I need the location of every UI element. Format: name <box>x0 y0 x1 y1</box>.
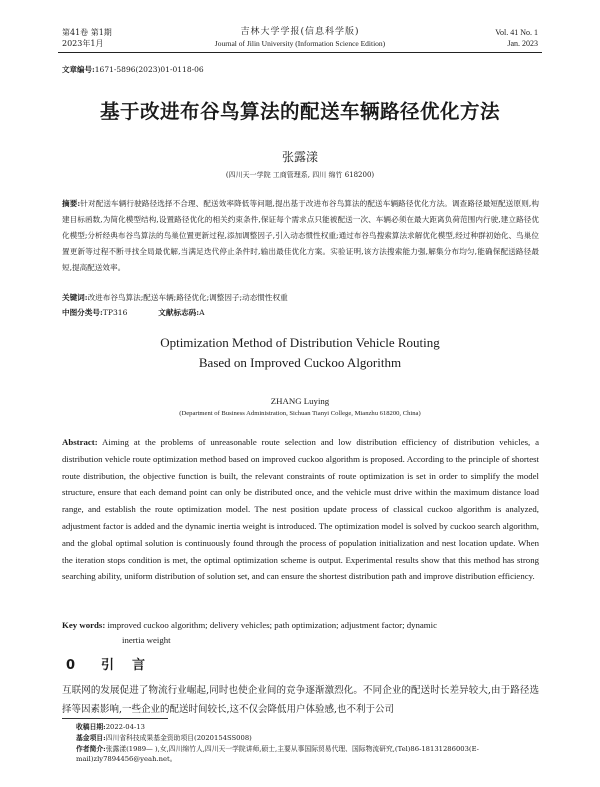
classification <box>62 307 205 318</box>
author-cn: 张露漾 <box>281 150 318 164</box>
article-number <box>62 64 204 75</box>
footnote-received <box>76 722 544 733</box>
affiliation-en: (Department of Business Administration, Sichuan Tianyi College, Mianzhu 618200, China) <box>179 410 421 417</box>
issue-date: 2023年1月 <box>62 39 104 48</box>
title-cn: 基于改进布谷鸟算法的配送车辆路径优化方法 <box>99 100 500 123</box>
volume-issue: 第41卷 第1期 <box>62 28 112 37</box>
keywords-cn-text: 改进布谷鸟算法;配送车辆;路径优化;调整因子;动态惯性权重 <box>87 293 288 302</box>
fund-text: 四川省科技成果基金资助项目(2020154SS008) <box>105 733 252 742</box>
affiliation-cn: (四川天一学院 工商管理系, 四川 绵竹 618200) <box>225 171 375 179</box>
doc-code-label: 文献标志码: <box>158 308 200 317</box>
footnote <box>76 722 544 765</box>
received-date: 2022-04-13 <box>105 723 145 731</box>
fund-label: 基金项目: <box>76 733 106 742</box>
section-title: 引言 <box>101 658 164 673</box>
keywords-en-line2: inertia weight <box>122 635 171 645</box>
section-number: 0 <box>66 658 76 673</box>
abstract-cn-label: 摘要: <box>62 199 81 208</box>
received-label: 收稿日期: <box>76 723 106 731</box>
volume-en: Vol. 41 No. 1 <box>495 28 538 37</box>
abstract-en-text: Aiming at the problems of unreasonable route selection and low distribution efficiency of distribution vehicles, a distribution vehicle route optimization method based on improved cuckoo algorithm is proposed. According to the principle of shortest route distribution, the objective function is built, the relevant constraints of route optimization is set in order to simplify the model structure, ensure that each demand point can only be distributed once, and the vehicle must drive within the maximum distance load range, and establish the route optimization model. The nest position update process of classical cuckoo algorithm is analyzed, adjustment factor is added and the dynamic inertia weight is introduced. The optimization model is solved by cuckoo search algorithm, and the global optimal solution is continuously found through the process of population initialization and nest location update. When the iteration stops condition is met, the optimal optimization scheme is output. Experimental results show that this method has strong searching ability, uniform distribution of solution set, and can ensure the shortest distribution path and improve distribution efficiency. <box>62 437 539 582</box>
date-en: Jan. 2023 <box>507 39 538 48</box>
bio-label: 作者简介: <box>76 744 106 753</box>
title-en-line1: Optimization Method of Distribution Vehicle Routing <box>160 335 440 350</box>
doc-code-value: A <box>199 308 205 317</box>
journal-name-en: Journal of Jilin University (Information Science Edition) <box>214 39 386 48</box>
keywords-en <box>62 618 539 648</box>
title-en-line2: Based on Improved Cuckoo Algorithm <box>198 355 402 370</box>
keywords-cn <box>62 292 288 303</box>
author-en: ZHANG Luying <box>270 396 330 406</box>
title-en <box>0 333 600 373</box>
keywords-cn-label: 关键词: <box>62 293 88 302</box>
abstract-en <box>62 434 539 585</box>
article-number-label: 文章编号: <box>62 65 95 74</box>
abstract-cn <box>62 196 539 276</box>
keywords-en-line1: improved cuckoo algorithm; delivery vehicles; path optimization; adjustment factor; dynamic <box>107 620 438 630</box>
abstract-en-label: Abstract: <box>62 437 98 447</box>
keywords-en-label: Key words: <box>62 620 106 630</box>
article-number-value: 1671-5896(2023)01-0118-06 <box>94 65 204 74</box>
header-rule <box>58 52 542 53</box>
section-heading <box>66 654 163 673</box>
header-right <box>495 27 538 49</box>
abstract-cn-text: 针对配送车辆行驶路径选择不合理、配送效率降低等问题,提出基于改进布谷鸟算法的配送车辆路径优化方法。调查路径最短配送原则,构建目标函数,为简化模型结构,设置路径优化的相关约束条件,保证每个需求点只能被配送一次、车辆必须在最大距离负荷范围内行驶,建立路径优化模型;分析经典布谷鸟算法的鸟巢位置更新过程,添加调整因子,引入动态惯性权重;通过布谷鸟搜索算法求解优化模型,经过种群初始化、鸟巢位置更新等过程不断寻找全局最优解,当满足迭代停止条件时,输出最佳优化方案。实验证明,该方法搜索能力强,解集分布均匀,能确保配送路径最短,提高配送效率。 <box>62 199 539 272</box>
clc-label: 中图分类号: <box>62 308 103 317</box>
body-paragraph: 互联网的发展促进了物流行业崛起,同时也使企业间的竞争逐渐激烈化。不同企业的配送时长差异较大,由于路径选择等因素影响,一些企业的配送时间较长,这不仅会降低用户体验感,也不利于公司 <box>62 685 539 715</box>
footnote-fund <box>76 733 544 744</box>
footnote-rule <box>62 718 168 719</box>
footnote-bio <box>76 744 544 766</box>
clc-value: TP316 <box>102 308 128 317</box>
bio-text: 张露漾(1989— ),女,四川绵竹人,四川天一学院讲师,硕士,主要从事国际贸易代理、国际物流研究,(Tel)86-18131286003(E-mail)zly7894456@yeah.net。 <box>76 744 479 764</box>
journal-name-cn: 吉林大学学报(信息科学版) <box>240 27 360 37</box>
